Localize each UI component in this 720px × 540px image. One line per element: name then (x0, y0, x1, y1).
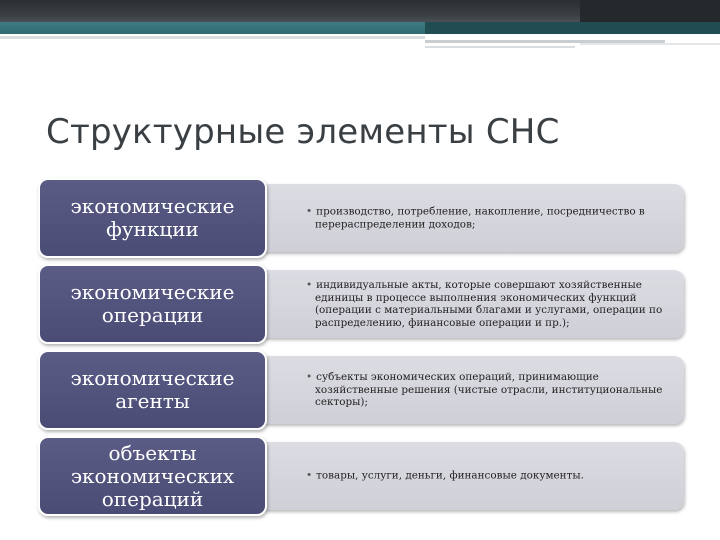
description-text: • производство, потребление, накопление, посредничество в перераспределении доходов; (306, 205, 672, 230)
decorative-stripe (425, 46, 575, 48)
decorative-stripe (580, 43, 720, 45)
description-box (258, 270, 684, 338)
row-operation-objects (38, 436, 686, 514)
heading-box: экономические агенты (38, 350, 267, 430)
description-box (258, 184, 684, 252)
row-economic-agents (38, 350, 686, 428)
heading-box: объекты экономических операций (38, 436, 267, 516)
top-decorative-band-dark (580, 0, 720, 22)
slide-title: Структурные элементы СНС (46, 112, 560, 152)
heading-box: экономические функции (38, 178, 267, 258)
row-economic-operations (38, 264, 686, 342)
description-box (258, 442, 684, 510)
teal-accent-line-dark (425, 22, 720, 34)
description-text: • индивидуальные акты, которые совершают хозяйственные единицы в процессе выполнения экономических функций (операции с материальными благами и услугами, операции по распределению, финансовые операции и пр.); (306, 279, 672, 329)
decorative-stripe (0, 36, 425, 39)
description-text: • товары, услуги, деньги, финансовые документы. (306, 470, 672, 483)
description-box (258, 356, 684, 424)
heading-box: экономические операции (38, 264, 267, 344)
description-text: • субъекты экономических операций, принимающие хозяйственные решения (чистые отрасли, институциональные секторы); (306, 371, 672, 409)
row-economic-functions (38, 178, 686, 256)
